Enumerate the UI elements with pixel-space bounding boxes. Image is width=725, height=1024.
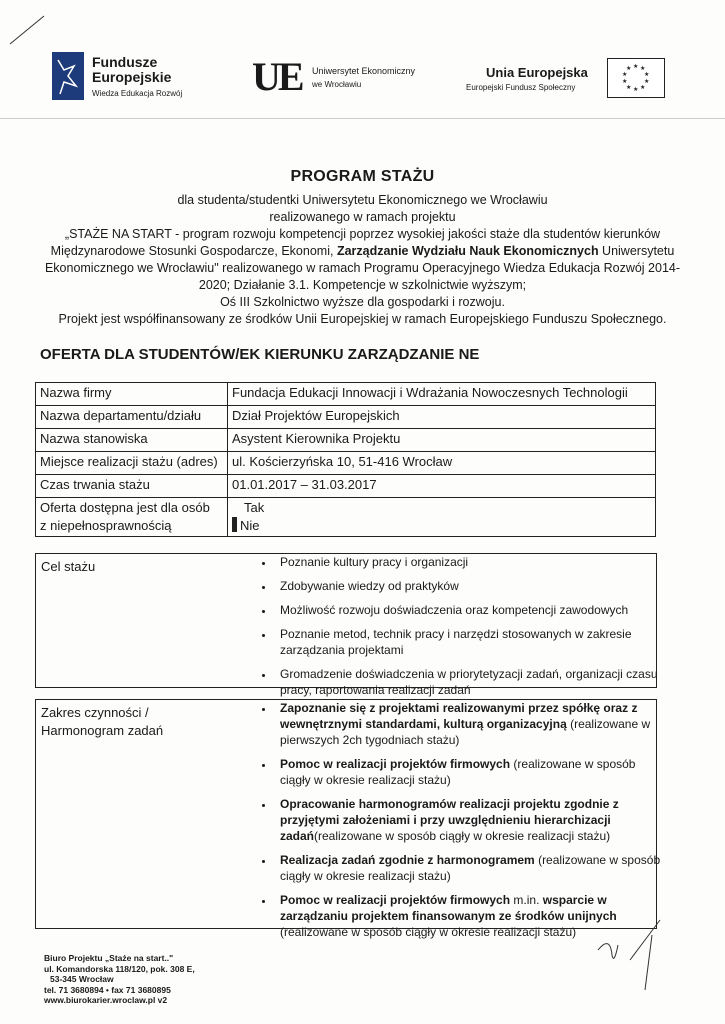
program-line-8: Projekt jest współfinansowany ze środków Unii Europejskiej w ramach Europejskiego Funduszu Społecznego. (58, 312, 667, 326)
svg-text:★: ★ (644, 78, 650, 85)
item-bold: Realizacja zadań zgodnie z harmonogramem (280, 853, 535, 867)
goal-box (35, 553, 658, 697)
item-rest: (realizowane w pierwszych 2ch tygodniach stażu) (280, 717, 651, 747)
item-rest: (realizowane w sposób ciągły w okresie realizacji stażu) (280, 853, 661, 883)
selected-mark (232, 517, 237, 532)
list-item: • Gromadzenie doświadczenia w priorytetyzacji zadań, organizacji czasu pracy, raportowania realizacji zadań (274, 666, 669, 698)
fe-subtitle: Wiedza Edukacja Rozwój (92, 89, 183, 98)
item-bold: Pomoc w realizacji projektów firmowych (280, 893, 511, 907)
footer-line-3: 53-345 Wrocław (50, 974, 114, 984)
ue-city: we Wrocławiu (312, 80, 362, 89)
fundusze-europejskie-logo (52, 52, 84, 100)
table-row (36, 475, 656, 498)
scope-list (256, 692, 669, 940)
pen-stroke-mark (8, 14, 48, 48)
table-row (36, 406, 656, 429)
program-line-4b: Zarządzanie Wydziału Nauk Ekonomicznych (336, 244, 599, 258)
list-item (274, 756, 669, 788)
list-item: • Możliwość rozwoju doświadczenia oraz kompetencji zawodowych (274, 602, 669, 618)
scope-label (41, 704, 163, 740)
row-label: Nazwa firmy (36, 383, 228, 406)
item-rest: (realizowane w sposób ciągły w okresie realizacji stażu) (280, 757, 636, 787)
scope-box (35, 699, 661, 939)
program-line-5: Ekonomicznego we Wrocławiu" realizowanego w ramach Programu Operacyjnego Wiedza Edukacja Rozwój 2014- (44, 261, 681, 275)
table-row (36, 452, 656, 475)
svg-text:★: ★ (640, 65, 646, 72)
item-bold: Zapoznanie się z projektami realizowanymi przez spółkę oraz z wewnętrznymi standardami, kulturą organizacyjną (280, 701, 638, 731)
item-rest: (realizowane w sposób ciągły w okresie realizacji stażu) (314, 829, 611, 843)
item-rest: (realizowane w sposób ciągły w okresie realizacji stażu) (280, 925, 577, 939)
footer-line-2: ul. Komandorska 118/120, pok. 308 E, (44, 963, 195, 974)
row-label: Czas trwania stażu (36, 475, 228, 498)
list-item (274, 852, 669, 884)
svg-text:★: ★ (622, 78, 628, 85)
program-line-4 (20, 243, 705, 261)
scope-label-line1: Zakres czynności / (41, 705, 149, 720)
ue-name: Uniwersytet Ekonomiczny (312, 66, 416, 76)
option-yes: Tak (244, 500, 265, 515)
program-title: PROGRAM STAŻU (290, 168, 435, 185)
svg-text:★: ★ (626, 84, 632, 91)
program-line-6: 2020; Działanie 3.1. Kompetencje w szkolnictwie wyższym; (198, 278, 527, 292)
fe-title-line1: Fundusze (92, 54, 158, 70)
svg-text:★: ★ (626, 65, 632, 72)
goal-label: Cel stażu (41, 559, 96, 574)
header-divider (0, 118, 725, 119)
row-label: Miejsce realizacji stażu (adres) (36, 452, 228, 475)
row-label: Nazwa stanowiska (36, 429, 228, 452)
disability-label (36, 498, 228, 537)
program-line-4a: Międzynarodowe Stosunki Gospodarcze, Ekonomi, (50, 244, 337, 258)
row-value: Fundacja Edukacji Innowacji i Wdrażania Nowoczesnych Technologii (228, 383, 656, 406)
row-value: 01.01.2017 – 31.03.2017 (228, 475, 656, 498)
table-row (36, 383, 656, 406)
program-line-1: dla studenta/studentki Uniwersytetu Ekonomicznego we Wrocławiu (177, 193, 548, 207)
list-item: • Poznanie metod, technik pracy i narzędzi stosowanych w zakresie zarządzania projektami (274, 626, 669, 658)
program-line-3: „STAŻE NA START - program rozwoju kompetencji poprzez wysokiej jakości staże dla studentów kierunków (64, 227, 661, 241)
offer-table (35, 382, 656, 537)
footer-line-1: Biuro Projektu „Staże na start.." (44, 953, 174, 963)
list-item (274, 796, 669, 844)
disability-label-line1: Oferta dostępna jest dla osób (40, 500, 210, 515)
list-item: • Zdobywanie wiedzy od praktyków (274, 578, 669, 594)
offer-heading: OFERTA DLA STUDENTÓW/EK KIERUNKU ZARZĄDZANIE NE (40, 346, 480, 363)
svg-text:★: ★ (640, 84, 646, 91)
program-line-7: Oś III Szkolnictwo wyższe dla gospodarki i rozwoju. (220, 295, 505, 309)
ue-logo: UE (252, 54, 302, 99)
table-row (36, 498, 656, 537)
eu-title: Unia Europejska (486, 65, 588, 80)
eu-subtitle: Europejski Fundusz Społeczny (466, 83, 576, 92)
svg-text:★: ★ (633, 63, 639, 70)
footer-line-4: tel. 71 3680894 • fax 71 3680895 (44, 984, 171, 995)
row-value: Asystent Kierownika Projektu (228, 429, 656, 452)
svg-text:★: ★ (622, 71, 628, 78)
fe-title-line2: Europejskie (92, 69, 172, 85)
program-line-2: realizowanego w ramach projektu (269, 210, 456, 224)
table-row (36, 429, 656, 452)
scope-label-line2: Harmonogram zadań (41, 723, 164, 738)
item-bold-2: wsparcie w zarządzaniu projektem finansowanym ze środków unijnych (280, 893, 617, 923)
svg-text:★: ★ (633, 86, 639, 93)
item-bold: Opracowanie harmonogramów realizacji projektu zgodnie z przyjętymi założeniami i przy uwzględnieniu hierarchizacji zadań (280, 797, 619, 843)
row-label: Nazwa departamentu/działu (36, 406, 228, 429)
goal-list (256, 546, 669, 698)
item-mid: m.in. (510, 893, 543, 907)
row-value: Dział Projektów Europejskich (228, 406, 656, 429)
eu-flag-icon (607, 58, 665, 98)
svg-text:★: ★ (644, 71, 650, 78)
footer-address (44, 953, 195, 1006)
disability-value (228, 498, 656, 537)
fe-title (92, 55, 171, 85)
footer-line-5: www.biurokarier.wroclaw.pl v2 (44, 995, 168, 1005)
list-item: • Poznanie kultury pracy i organizacji (274, 554, 669, 570)
option-no: Nie (240, 518, 260, 533)
disability-label-line2: z niepełnosprawnością (40, 518, 172, 533)
list-item (274, 700, 669, 748)
item-bold: Pomoc w realizacji projektów firmowych (280, 757, 511, 771)
row-value: ul. Kościerzyńska 10, 51-416 Wrocław (228, 452, 656, 475)
signature-scribble (590, 915, 680, 995)
program-line-4c: Uniwersytetu (598, 244, 675, 258)
